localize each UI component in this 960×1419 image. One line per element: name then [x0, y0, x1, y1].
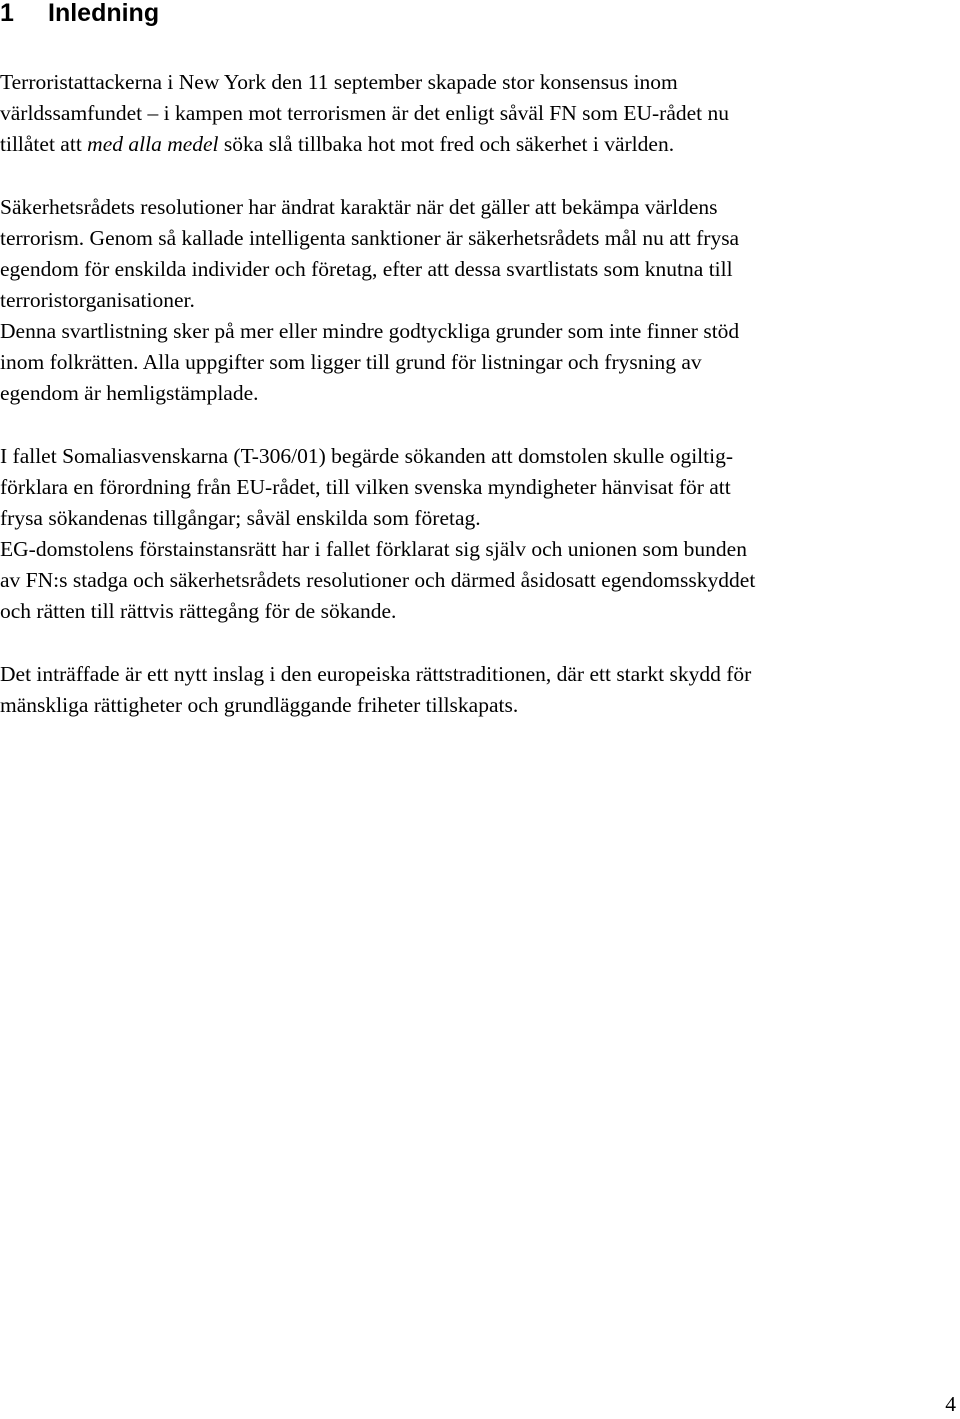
paragraph-2: [0, 192, 960, 409]
text-line: och rätten till rättvis rättegång för de sökande.: [0, 599, 397, 623]
section-number: 1: [0, 0, 14, 27]
text-line: [0, 129, 960, 160]
text-line: I fallet Somaliasvenskarna (T-306/01) begärde sökanden att domstolen skulle ogiltig-: [0, 444, 734, 468]
section-heading: [0, 0, 159, 30]
text-line: egendom för enskilda individer och företag, efter att dessa svartlistats som knutna till: [0, 257, 733, 281]
paragraph-1: [0, 67, 960, 160]
paragraph-3: [0, 441, 960, 627]
text-line: förklara en förordning från EU-rådet, till vilken svenska myndigheter hänvisat för att: [0, 475, 731, 499]
text-line: EG-domstolens förstainstansrätt har i fallet förklarat sig själv och unionen som bunden: [0, 537, 747, 561]
text-line: världssamfundet – i kampen mot terrorismen är det enligt såväl FN som EU-rådet nu: [0, 101, 730, 125]
emphasized-text: med alla medel: [87, 132, 219, 156]
text-line: Denna svartlistning sker på mer eller mindre godtyckliga grunder som inte finner stöd: [0, 319, 740, 343]
text-line: egendom är hemligstämplade.: [0, 381, 259, 405]
text-line: terroristorganisationer.: [0, 288, 195, 312]
text-segment: tillåtet att: [0, 132, 88, 156]
text-line: mänskliga rättigheter och grundläggande friheter tillskapats.: [0, 693, 519, 717]
text-line: Säkerhetsrådets resolutioner har ändrat karaktär när det gäller att bekämpa världens: [0, 195, 718, 219]
section-title: Inledning: [48, 0, 160, 27]
text-line: Det inträffade är ett nytt inslag i den europeiska rättstraditionen, där ett starkt skydd för: [0, 662, 752, 686]
paragraph-4: [0, 659, 960, 721]
text-line: av FN:s stadga och säkerhetsrådets resolutioner och därmed åsidosatt egendomsskyddet: [0, 568, 756, 592]
text-line: Terroristattackerna i New York den 11 september skapade stor konsensus inom: [0, 70, 678, 94]
page-number: 4: [945, 1392, 956, 1416]
text-line: inom folkrätten. Alla uppgifter som ligger till grund för listningar och frysning av: [0, 350, 702, 374]
text-line: terrorism. Genom så kallade intelligenta sanktioner är säkerhetsrådets mål nu att frysa: [0, 226, 740, 250]
text-segment: söka slå tillbaka hot mot fred och säkerhet i världen.: [218, 132, 675, 156]
text-line: frysa sökandenas tillgångar; såväl enskilda som företag.: [0, 506, 481, 530]
